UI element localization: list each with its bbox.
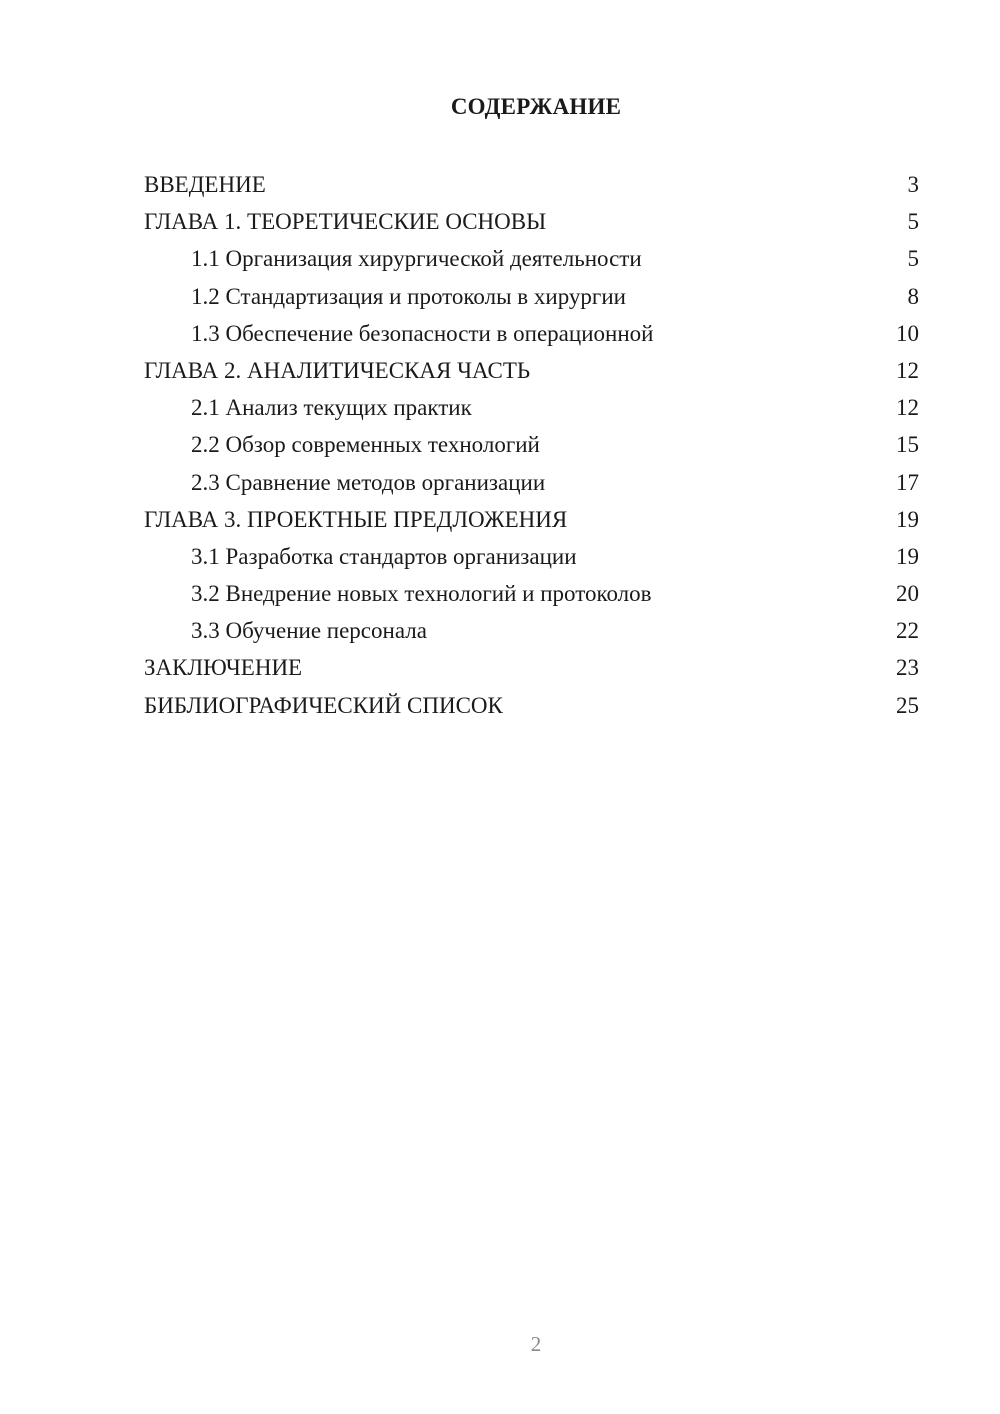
toc-subentry bbox=[144, 240, 919, 277]
toc-subentry-label: 2.1 Анализ текущих практик bbox=[191, 395, 472, 421]
toc-entry bbox=[144, 203, 919, 240]
toc-subentry-page: 5 bbox=[907, 246, 919, 272]
toc-subentry-label: 1.3 Обеспечение безопасности в операционной bbox=[191, 320, 654, 346]
toc-entry-label: ЗАКЛЮЧЕНИЕ bbox=[144, 655, 303, 681]
toc-subentry bbox=[144, 612, 919, 649]
toc-entry bbox=[144, 501, 919, 538]
toc-subentry bbox=[144, 575, 919, 612]
toc-subentry bbox=[144, 426, 919, 463]
toc-subentry bbox=[144, 315, 919, 352]
toc-subentry-label: 2.2 Обзор современных технологий bbox=[191, 432, 540, 458]
toc-subentry-label: 3.2 Внедрение новых технологий и протоколов bbox=[191, 581, 652, 607]
toc-subentry-page: 12 bbox=[896, 395, 919, 421]
toc-subentry bbox=[144, 464, 919, 501]
page-number: 2 bbox=[530, 1332, 542, 1356]
toc-entry-label: ГЛАВА 3. ПРОЕКТНЫЕ ПРЕДЛОЖЕНИЯ bbox=[144, 506, 568, 532]
toc-entry-label: БИБЛИОГРАФИЧЕСКИЙ СПИСОК bbox=[144, 692, 503, 718]
toc-subentry bbox=[144, 278, 919, 315]
toc-entry-page: 19 bbox=[896, 506, 919, 532]
toc-entry-label: ГЛАВА 2. АНАЛИТИЧЕСКАЯ ЧАСТЬ bbox=[144, 357, 531, 383]
toc-subentry-label: 1.2 Стандартизация и протоколы в хирургии bbox=[191, 283, 626, 309]
toc-entry bbox=[144, 687, 919, 724]
toc-subentry-page: 17 bbox=[896, 469, 919, 495]
toc-entry-label: ВВЕДЕНИЕ bbox=[144, 172, 266, 197]
toc-subentry-page: 10 bbox=[896, 320, 919, 346]
toc-subentry-page: 15 bbox=[896, 432, 919, 458]
toc-entry-page: 12 bbox=[896, 357, 919, 383]
toc-subentry-page: 22 bbox=[896, 618, 919, 644]
toc-entry-page: 25 bbox=[896, 692, 919, 718]
table-of-contents bbox=[144, 166, 919, 724]
toc-subentry-page: 20 bbox=[896, 581, 919, 607]
toc-entry-page: 23 bbox=[896, 655, 919, 681]
toc-entry-label: ГЛАВА 1. ТЕОРЕТИЧЕСКИЕ ОСНОВЫ bbox=[144, 209, 547, 235]
toc-subentry-label: 1.1 Организация хирургической деятельности bbox=[191, 246, 642, 272]
toc-subentry-page: 19 bbox=[896, 543, 919, 569]
toc-entry-page: 3 bbox=[907, 172, 919, 197]
toc-entry bbox=[144, 166, 919, 203]
toc-subentry-page: 8 bbox=[907, 283, 919, 309]
toc-entry-page: 5 bbox=[907, 209, 919, 235]
toc-entry bbox=[144, 649, 919, 686]
toc-subentry-label: 2.3 Сравнение методов организации bbox=[191, 469, 546, 495]
toc-subentry bbox=[144, 389, 919, 426]
toc-subentry-label: 3.3 Обучение персонала bbox=[191, 618, 427, 644]
toc-subentry-label: 3.1 Разработка стандартов организации bbox=[191, 543, 577, 569]
toc-title: СОДЕРЖАНИЕ bbox=[450, 94, 622, 119]
toc-subentry bbox=[144, 538, 919, 575]
toc-entry bbox=[144, 352, 919, 389]
